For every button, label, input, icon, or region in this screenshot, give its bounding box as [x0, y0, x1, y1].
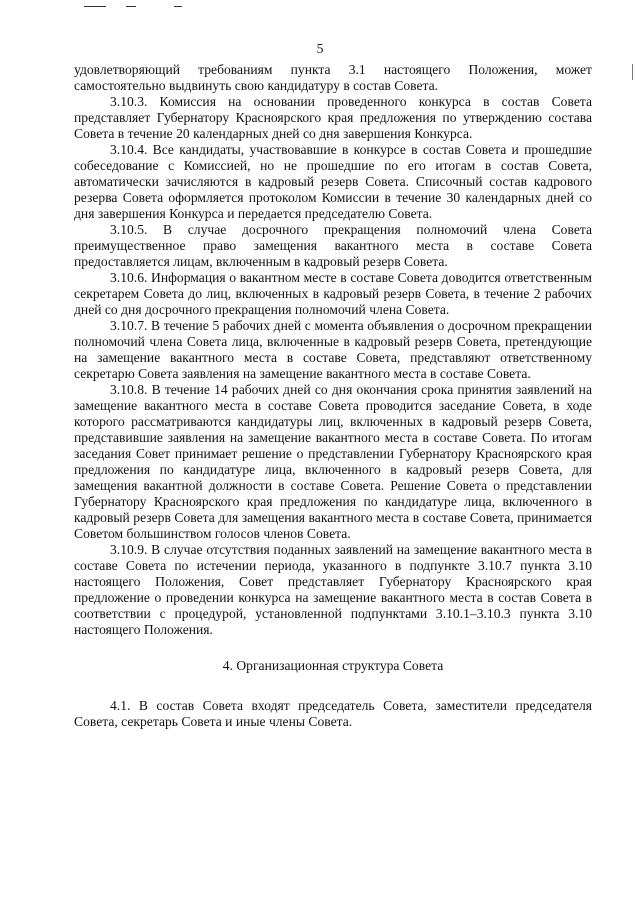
- paragraph-3-10-4: 3.10.4. Все кандидаты, участвовавшие в конкурсе в состав Совета и прошедшие собеседование с Комиссией, но не прошедшие по его итогам в состав Совета, автоматически зачисляются в кадровый резерв Совета. Списочный состав кадрового резерва Совета оформляется протоколом Комиссии в течение 30 календарных дней со дня завершения Конкурса и передается председателю Совета.: [74, 142, 592, 221]
- paragraph-3-10-5: 3.10.5. В случае досрочного прекращения полномочий члена Совета преимущественное право замещения вакантного места в составе Совета предоставляется лицам, включенным в кадровый резерв Совета.: [74, 222, 592, 269]
- paragraph-3-10-8: 3.10.8. В течение 14 рабочих дней со дня окончания срока принятия заявлений на замещение вакантного места в составе Совета проводится заседание Совета, в ходе которого рассматриваются кандидатуры лиц, включенных в кадровый резерв Совета, представившие заявления на замещение вакантного места в составе Совета. По итогам заседания Совет принимает решение о представлении Губернатору Красноярского края предложения по кандидатуре лица, включенного в кадровый резерв Совета, для замещения вакантной должности в составе Совета. Решение Совета о представлении Губернатору Красноярского края предложения по кандидатуре лица, включенного в кадровый резерв Совета для замещения вакантного места в составе Совета, принимается Советом большинством голосов членов Совета.: [74, 382, 592, 541]
- document-body: [74, 62, 592, 730]
- scan-artifact-mark: [84, 6, 106, 7]
- paragraph-continuation: удовлетворяющий требованиям пункта 3.1 настоящего Положения, может самостоятельно выдвинуть свою кандидатуру в состав Совета.: [74, 62, 592, 93]
- scan-artifact-mark: [174, 6, 182, 7]
- paragraph-3-10-3: 3.10.3. Комиссия на основании проведенного конкурса в состав Совета представляет Губернатору Красноярского края предложения по утверждению состава Совета в течение 20 календарных дней со дня завершения Конкурса.: [74, 94, 592, 141]
- scan-artifact-mark: [632, 64, 633, 80]
- section-heading: 4. Организационная структура Совета: [222, 658, 444, 673]
- page-number: 5: [316, 41, 324, 56]
- paragraph-4-1: 4.1. В состав Совета входят председатель Совета, заместители председателя Совета, секретарь Совета и иные члены Совета.: [74, 698, 592, 729]
- paragraph-3-10-9: 3.10.9. В случае отсутствия поданных заявлений на замещение вакантного места в составе Совета по истечении периода, указанного в подпункте 3.10.7 пункта 3.10 настоящего Положения, Совет представляет Губернатору Красноярского края предложение о проведении конкурса на замещение вакантного места в состав Совета в соответствии с процедурой, установленной подпунктами 3.10.1–3.10.3 пункта 3.10 настоящего Положения.: [74, 542, 592, 637]
- paragraph-3-10-7: 3.10.7. В течение 5 рабочих дней с момента объявления о досрочном прекращении полномочий члена Совета лица, включенные в кадровый резерв Совета, претендующие на замещение вакантного места в составе Совета, представляют ответственному секретарю Совета заявления на замещение вакантного места в составе Совета.: [74, 318, 592, 381]
- scan-artifact-mark: [126, 6, 136, 7]
- paragraph-3-10-6: 3.10.6. Информация о вакантном месте в составе Совета доводится ответственным секретарем Совета до лиц, включенных в кадровый резерв Совета, в течение 2 рабочих дней со дня досрочного прекращения полномочий члена Совета.: [74, 270, 592, 317]
